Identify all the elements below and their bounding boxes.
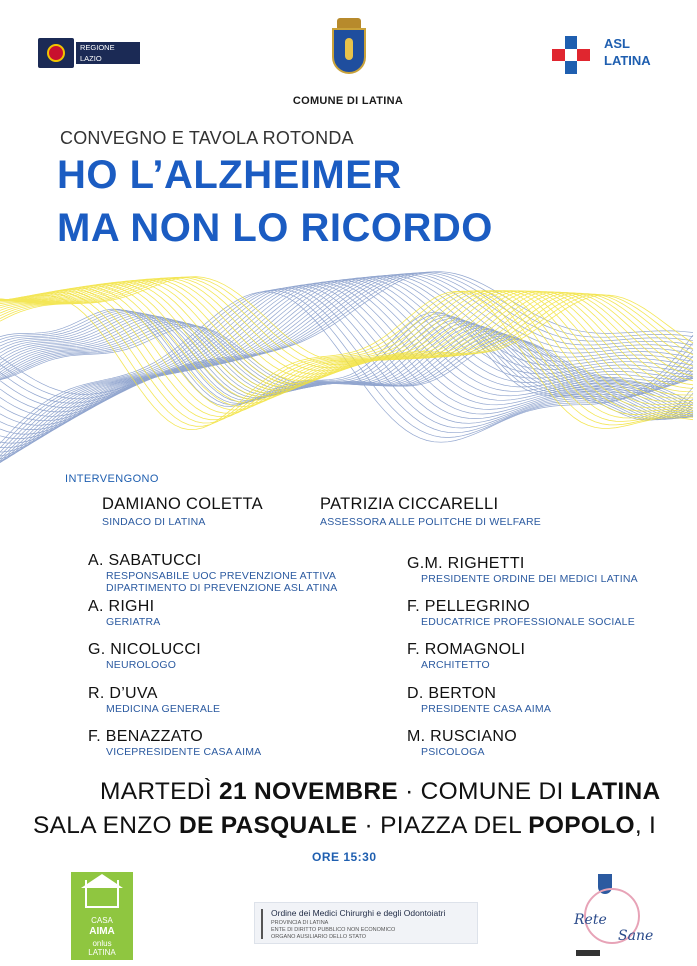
regione-lazio-logo [38, 38, 140, 68]
casa-aima-logo: CASA AIMA onlus LATINA [71, 872, 133, 960]
speaker-role: MEDICINA GENERALE [106, 703, 221, 715]
speakers-heading: INTERVENGONO [65, 473, 159, 485]
speaker-name: A. SABATUCCI [88, 552, 202, 569]
speaker-role: RESPONSABILE UOC PREVENZIONE ATTIVA [106, 570, 337, 582]
speaker-role: PRESIDENTE ORDINE DEI MEDICI LATINA [421, 573, 638, 585]
speaker-name: PATRIZIA CICCARELLI [320, 495, 499, 513]
regione-lazio-emblem-icon [38, 38, 74, 68]
event-subtitle: CONVEGNO E TAVOLA ROTONDA [60, 128, 354, 148]
speaker-role: NEUROLOGO [106, 659, 177, 671]
speaker-name: F. ROMAGNOLI [407, 641, 526, 658]
speaker-role: ARCHITETTO [421, 659, 490, 671]
regione-lazio-wordmark: REGIONE LAZIO [76, 42, 140, 64]
comune-latina-crest-icon [330, 18, 368, 76]
speaker-role: VICEPRESIDENTE CASA AIMA [106, 746, 262, 758]
speaker-name: DAMIANO COLETTA [102, 495, 263, 513]
event-venue-line: SALA ENZO DE PASQUALE · PIAZZA DEL POPOLO, I [33, 812, 657, 839]
speaker-role: PSICOLOGA [421, 746, 485, 758]
speaker-name: A. RIGHI [88, 598, 155, 615]
ordine-medici-logo: Ordine dei Medici Chirurghi e degli Odontoiatri PROVINCIA DI LATINA ENTE DI DIRITTO PUBBLICO NON ECONOMICO ORGANO AUSILIARIO DELLO STATO [254, 902, 478, 944]
caduceus-icon [261, 909, 263, 939]
speaker-role: ASSESSORA ALLE POLITCHE DI WELFARE [320, 516, 541, 528]
event-title-line2: MA NON LO RICORDO [57, 206, 493, 250]
speaker-name: G.M. RIGHETTI [407, 555, 525, 572]
event-title-line1: HO L’ALZHEIMER [57, 153, 402, 197]
event-date-line: MARTEDÌ 21 NOVEMBRE · COMUNE DI LATINA [100, 778, 661, 805]
speaker-role: SINDACO DI LATINA [102, 516, 206, 528]
asl-latina-logo: ASL LATINA [550, 34, 670, 74]
speaker-name: M. RUSCIANO [407, 728, 517, 745]
speaker-name: D. BERTON [407, 685, 497, 702]
speaker-name: G. NICOLUCCI [88, 641, 201, 658]
comune-label: COMUNE DI LATINA [292, 95, 404, 107]
speaker-role: EDUCATRICE PROFESSIONALE SOCIALE [421, 616, 635, 628]
speaker-name: F. PELLEGRINO [407, 598, 531, 615]
speaker-role-line2: DIPARTIMENTO DI PREVENZIONE ASL ATINA [106, 582, 338, 594]
wave-ribbon-artwork [0, 240, 697, 470]
event-time: ORE 15:30 [312, 850, 377, 864]
speaker-role: GERIATRA [106, 616, 161, 628]
speaker-name: R. D’UVA [88, 685, 158, 702]
speaker-name: F. BENAZZATO [88, 728, 204, 745]
rete-sane-logo: Rete Sane [566, 870, 656, 962]
asl-cross-icon [552, 36, 590, 74]
speaker-role: PRESIDENTE CASA AIMA [421, 703, 552, 715]
